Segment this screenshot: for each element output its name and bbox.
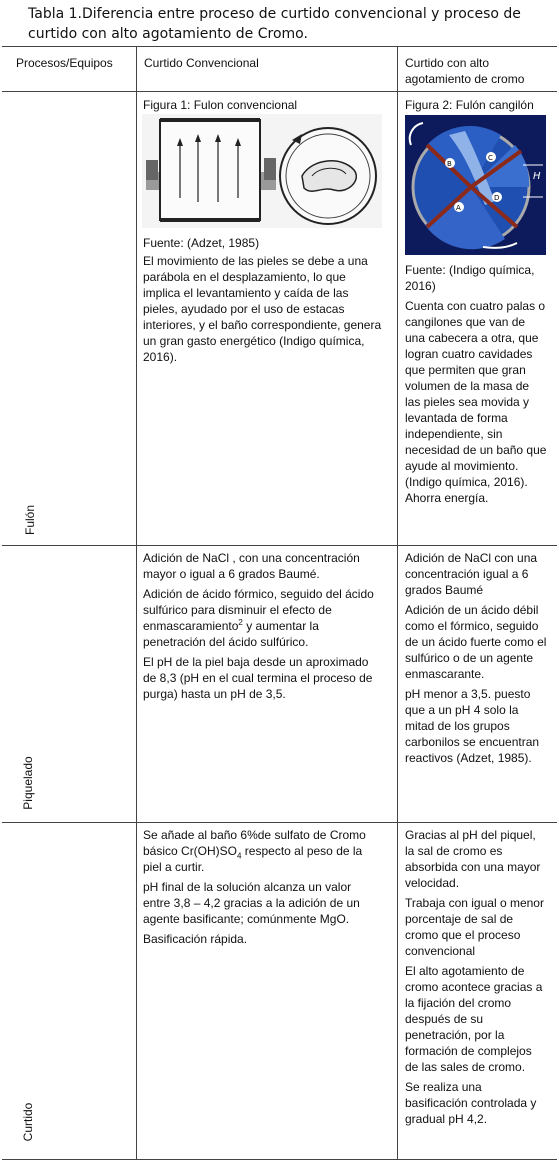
curtido-conv-p2: pH final de la solución alcanza un valor entre 3,8 – 4,2 gracias a la adición de un agente basificante; comúnmente MgO. <box>143 880 360 926</box>
piquelado-alto <box>405 550 547 770</box>
figure-label-h: H <box>533 171 541 182</box>
drum-drawing <box>142 114 382 228</box>
fulon-cangilon-figure <box>405 115 546 255</box>
piquelado-conv-p2 <box>143 586 381 650</box>
piquelado-conv-p2-text: Adición de ácido fórmico, seguido del ácido sulfúrico para disminuir el efecto de enmascaramiento <box>143 587 374 633</box>
row-label-piquelado: Piquelado <box>21 756 35 810</box>
subscript-4: 4 <box>237 851 242 861</box>
header-rule <box>2 91 557 92</box>
piquelado-conv-p3: El pH de la piel baja desde un aproximado de 8,3 (pH en el cual termina el proceso de purga) hasta un pH de 3,5. <box>143 655 373 701</box>
fulon-convencional-text: El movimiento de las pieles se debe a una parábola en el desplazamiento, lo que implica el levantamiento y caída de las pieles, ayudado por el uso de estacas interiores, y el baño correspondiente, genera un gran gasto energético (Indigo química, 2016). <box>143 254 382 364</box>
curtido-alto-p4: Se realiza una basificación controlada y gradual pH 4,2. <box>405 1080 537 1126</box>
piquelado-convencional <box>143 550 381 706</box>
table-rule-bottom <box>2 1159 557 1160</box>
col-rule-1 <box>136 46 137 1159</box>
row-rule-2 <box>2 822 557 823</box>
fulon-convencional-figure <box>142 114 382 228</box>
header-procesos: Procesos/Equipos <box>16 56 113 70</box>
curtido-alto-p2: Trabaja con igual o menor porcentaje de sal de cromo que el proceso convencional <box>405 896 544 958</box>
curtido-conv-p1-text: Se añade al baño 6%de sulfato de Cromo básico Cr(OH)SO <box>143 828 366 858</box>
row-label-fulon: Fulón <box>23 504 37 536</box>
header-convencional: Curtido Convencional <box>144 56 259 70</box>
cangilon-drawing <box>405 115 546 255</box>
piquelado-alto-p3: pH menor a 3,5. puesto que a un pH 4 solo la mitad de los grupos carbonilos se encuentran reactivos (Adzet, 1985). <box>405 687 540 765</box>
curtido-conv-p1 <box>143 827 381 875</box>
table-caption: Tabla 1.Diferencia entre proceso de curtido convencional y proceso de curtido con alto agotamiento de Cromo. <box>28 6 521 42</box>
figure-2-title: Figura 2: Fulón cangilón <box>405 98 534 112</box>
col-rule-2 <box>397 46 398 1159</box>
table-rule-top <box>2 46 557 47</box>
piquelado-alto-p1: Adición de NaCl con una concentración igual a 6 grados Baumé <box>405 551 538 597</box>
curtido-alto-p1: Gracias al pH del piquel, la sal de cromo es absorbida con una mayor velocidad. <box>405 828 541 890</box>
figure-label-d: D <box>494 194 500 202</box>
curtido-conv-p3: Basificación rápida. <box>143 932 248 946</box>
curtido-alto-p3: El alto agotamiento de cromo acontece gracias a la fijación del cromo después de su penetración, por la formación de complejos de las sales de cromo. <box>405 964 543 1074</box>
curtido-conv-p1-tail: respecto al peso de la piel a curtir. <box>143 844 363 874</box>
figure-1-source: Fuente: (Adzet, 1985) <box>143 236 260 250</box>
curtido-convencional <box>143 827 381 951</box>
curtido-alto <box>405 827 547 1131</box>
piquelado-conv-p1: Adición de NaCl , con una concentración mayor o igual a 6 grados Baumé. <box>143 551 360 581</box>
figure-2-source: Fuente: (Indigo química, 2016) <box>405 263 535 293</box>
figure-label-a: A <box>456 204 461 212</box>
row-rule-1 <box>2 545 557 546</box>
figure-1-title: Figura 1: Fulon convencional <box>143 98 298 112</box>
header-alto-agotamiento: Curtido con alto agotamiento de cromo <box>405 56 525 86</box>
figure-label-c: C <box>488 154 493 162</box>
figure-label-b: B <box>447 160 452 168</box>
row-label-curtido: Curtido <box>21 1102 35 1142</box>
fulon-alto-text: Cuenta con cuatro palas o cangilones que van de una cabecera a otra, que logran cuatro cavidades que permiten que gran volumen de la masa de las pieles sea movida y levantada de forma independiente, sin necesidad de un baño que ayude al movimiento. (Indigo química, 2016). Ahorra energía. <box>405 299 547 505</box>
footnote-marker: 2 <box>238 618 243 627</box>
piquelado-conv-p2-tail: y aumentar la penetración del ácido sulfúrico. <box>143 619 319 649</box>
piquelado-alto-p2: Adición de un ácido débil como el fórmico, seguido de un ácido fuerte como el sulfúrico o de un agente enmascarante. <box>405 603 547 681</box>
